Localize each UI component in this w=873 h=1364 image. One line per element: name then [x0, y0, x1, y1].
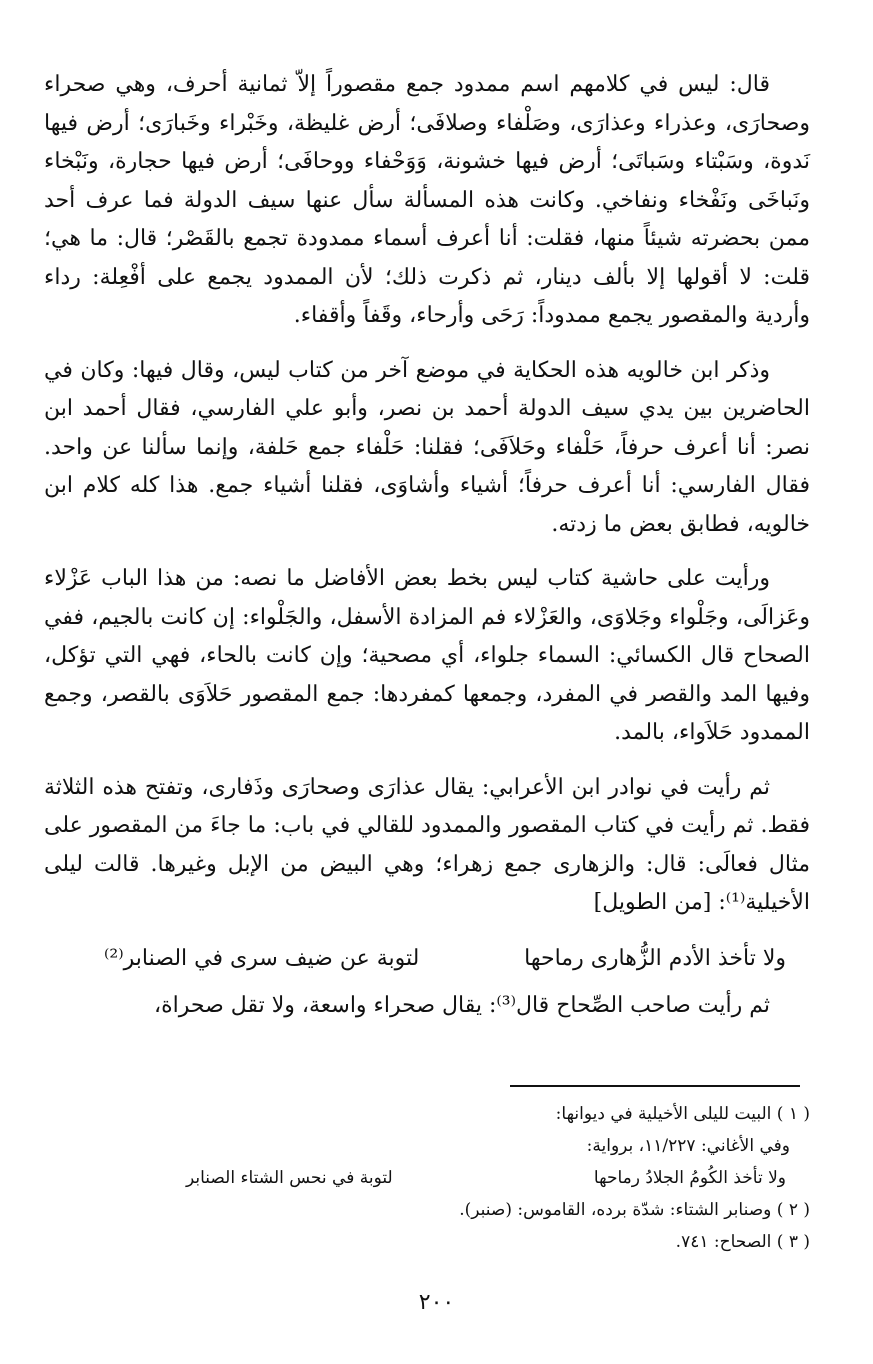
verse-line	[44, 939, 810, 979]
footnote-1-verse	[186, 1164, 810, 1192]
paragraph-1: قال: ليس في كلامهم اسم ممدود جمع مقصوراً إلاّ ثمانية أحرف، وهي صحراء وصحارَى، وعذراء وعذارَى، وصَلْفاء وصلافَى؛ أرض غليظة، وخَبْراء وخَبارَى؛ أرض فيها نَدوة، وسَبْتاء وسَباتَى؛ أرض فيها خشونة، وَوَحْفاء ووحافَى؛ أرض فيها حجارة، ونَبْخاء ونَباخَى ونَفْخاء ونفاخي. وكانت هذه المسألة سأل عنها سيف الدولة فما عرف أحد ممن بحضرته شيئاً منها، فقلت: أنا أعرف أسماء ممدودة تجمع بالقَصْر؛ قال: ما هي؛ قلت: لا أقولها إلا بألف دينار، ثم ذكرت ذلك؛ لأن الممدود يجمع على أفْعِلة: رداء وأردية والمقصور يجمع ممدوداً: رَحَى وأرحاء، وقَفاً وأقفاء.	[44, 72, 810, 328]
footnote-3: ( ٣ ) الصحاح: ٧٤١.	[675, 1232, 810, 1252]
verse-hemistich-left: لتوبة عن ضيف سرى في الصنابر⁽²⁾	[104, 945, 420, 971]
page-number: ٢٠٠	[418, 1290, 455, 1315]
verse-hemistich-right: ولا تأخذ الأدم الزُّهارى رماحها	[524, 945, 786, 971]
footnote-verse-left: لتوبة في نحس الشتاء الصنابر	[186, 1168, 393, 1188]
footnote-verse-right: ولا تأخذ الكُومُ الجلادُ رماحها	[593, 1168, 786, 1188]
paragraph-3: ورأيت على حاشية كتاب ليس بخط بعض الأفاضل ما نصه: من هذا الباب عَزْلاء وعَزالَى، وجَلْواء وجَلاوَى، والعَزْلاء فم المزادة الأسفل، والجَلْواء: إن كانت بالجيم، ففي الصحاح قال الكسائي: السماء جلواء، أي مصحية؛ وإن كانت بالحاء، فهي التي تؤكل، وفيها المد والقصر في المفرد، وجمعها كمفردها: جمع المقصور حَلاَوَى بالقصر، وجمع الممدود حَلاَواء، بالمد.	[44, 566, 810, 745]
footnote-1-variant: وفي الأغاني: ١١/٢٢٧، برواية:	[586, 1136, 790, 1156]
paragraph-2: وذكر ابن خالويه هذه الحكاية في موضع آخر من كتاب ليس، وقال فيها: وكان في الحاضرين بين يدي سيف الدولة أحمد بن نصر، وأبو علي الفارسي، فقال أحمد ابن نصر: أنا أعرف حرفاً، حَلْفاء وحَلاَفَى؛ فقلنا: حَلْفاء جمع حَلفة، وإنما سألنا عن واحد. فقال الفارسي: أنا أعرف حرفاً؛ أشياء وأشاوَى، فقلنا أشياء جمع. هذا كله كلام ابن خالويه، فطابق بعض ما زدته.	[44, 357, 810, 537]
main-text	[44, 66, 810, 1041]
footnote-1: ( ١ ) البيت لليلى الأخيلية في ديوانها:	[555, 1104, 810, 1124]
footnote-2: ( ٢ ) وصنابر الشتاء: شدّة برده، القاموس: (صنبر).	[459, 1200, 810, 1220]
footnotes	[140, 1100, 810, 1260]
paragraph-4: ثم رأيت في نوادر ابن الأعرابي: يقال عذارَى وصحارَى وذَفارى، وتفتح هذه الثلاثة فقط. ثم رأيت في كتاب المقصور والممدود للقالي في باب: ما جاءَ من المقصور على مثال فعالَى: قال: والزهارى جمع زهراء؛ وهي البيض من الإبل وغيرها. قالت ليلى الأخيلية⁽¹⁾: [من الطويل]	[44, 774, 810, 915]
footnote-separator	[510, 1085, 800, 1087]
paragraph-5: ثم رأيت صاحب الصِّحاح قال⁽³⁾: يقال صحراء واسعة، ولا تقل صحراة،	[154, 992, 770, 1018]
